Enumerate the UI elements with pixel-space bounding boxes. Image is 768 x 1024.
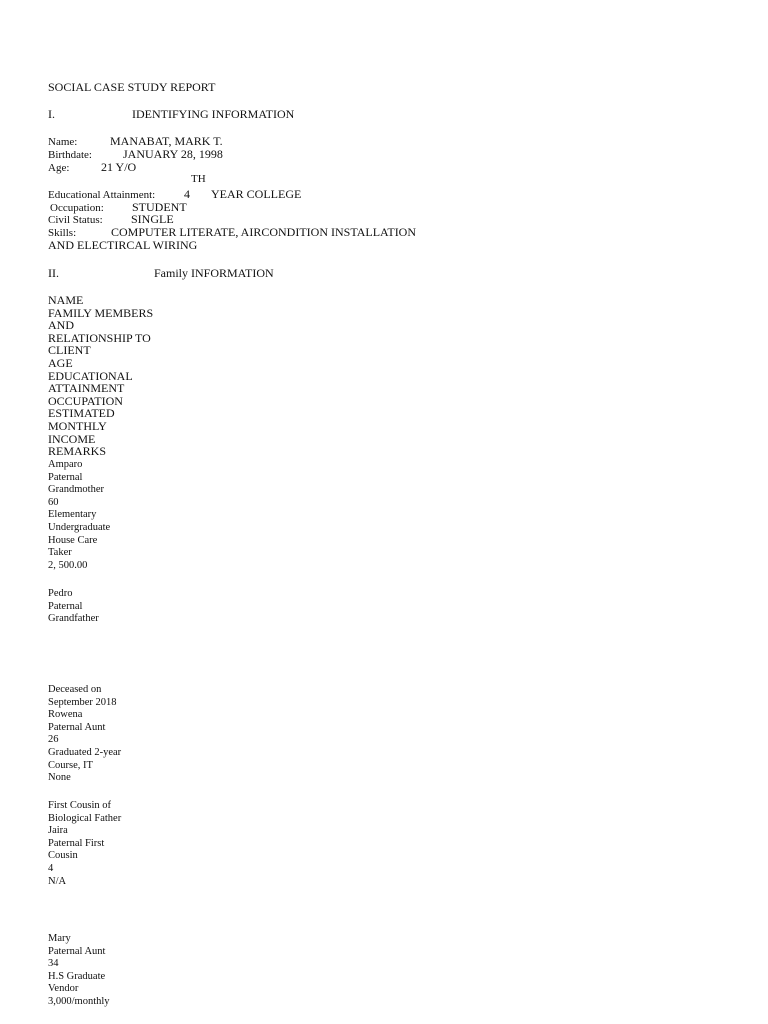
table-cell: Elementary — [48, 509, 97, 521]
header-cell: AND — [48, 318, 74, 333]
skills-label: Skills: — [48, 227, 77, 239]
table-cell: 2, 500.00 — [48, 559, 88, 571]
table-cell: Paternal — [48, 600, 83, 612]
header-cell: NAME — [48, 293, 84, 307]
table-cell: Cousin — [48, 850, 78, 862]
family-member-mary — [48, 933, 110, 1009]
header-cell: ESTIMATED — [48, 406, 115, 421]
header-cell: INCOME — [48, 431, 96, 446]
skills-continuation: AND ELECTIRCAL WIRING — [48, 238, 198, 252]
header-cell: REMARKS — [48, 444, 107, 459]
table-cell: None — [48, 772, 71, 784]
education-value: YEAR COLLEGE — [211, 187, 302, 201]
table-cell: Paternal Aunt — [48, 945, 106, 957]
table-cell: Grandmother — [48, 484, 104, 496]
table-cell: Mary — [48, 933, 71, 944]
table-cell: Taker — [48, 547, 72, 559]
header-cell: EDUCATIONAL — [48, 368, 133, 383]
section-1-heading: IDENTIFYING INFORMATION — [132, 107, 295, 121]
table-cell: Deceased on — [48, 684, 102, 695]
skills-value: COMPUTER LITERATE, AIRCONDITION INSTALLATION — [111, 225, 417, 239]
section-1-number: I. — [48, 107, 55, 121]
occupation-label: Occupation: — [50, 202, 104, 214]
birthdate-value: JANUARY 28, 1998 — [123, 147, 223, 161]
table-cell: 60 — [48, 496, 59, 508]
header-cell: AGE — [48, 355, 73, 370]
table-cell: Graduated 2-year — [48, 746, 122, 758]
table-cell: Grandfather — [48, 613, 99, 625]
header-cell: ATTAINMENT — [48, 381, 125, 396]
table-cell: 3,000/monthly — [48, 995, 110, 1007]
table-cell: N/A — [48, 875, 67, 887]
table-cell: Rowena — [48, 709, 83, 721]
table-cell: Course, IT — [48, 759, 93, 771]
table-cell: 4 — [48, 862, 54, 874]
family-table-headers — [48, 294, 153, 458]
table-cell: Biological Father — [48, 812, 122, 824]
education-label: Educational Attainment: — [48, 189, 156, 201]
age-value: 21 Y/O — [101, 160, 137, 174]
table-cell: Paternal Aunt — [48, 721, 106, 733]
header-cell: FAMILY MEMBERS — [48, 305, 154, 320]
section-2-number: II. — [48, 266, 59, 280]
table-cell: House Care — [48, 534, 98, 546]
name-label: Name: — [48, 136, 78, 148]
family-member-rowena — [48, 684, 121, 785]
occupation-value: STUDENT — [132, 200, 187, 214]
education-superscript: TH — [191, 173, 206, 185]
table-cell: First Cousin of — [48, 800, 112, 811]
table-cell: 26 — [48, 734, 59, 746]
table-cell: Paternal First — [48, 837, 105, 849]
name-value: MANABAT, MARK T. — [110, 134, 223, 148]
table-cell: H.S Graduate — [48, 970, 106, 982]
header-cell: RELATIONSHIP TO — [48, 330, 151, 345]
table-cell: 34 — [48, 958, 59, 970]
table-cell: Paternal — [48, 471, 83, 483]
age-label: Age: — [48, 162, 70, 174]
header-cell: OCCUPATION — [48, 393, 123, 408]
table-cell: Pedro — [48, 588, 73, 599]
table-cell: September 2018 — [48, 696, 117, 708]
civil-status-label: Civil Status: — [48, 214, 103, 226]
header-cell: MONTHLY — [48, 418, 107, 433]
family-member-pedro — [48, 588, 99, 626]
table-cell: Vendor — [48, 983, 79, 995]
family-member-jaira — [48, 800, 121, 888]
report-title: SOCIAL CASE STUDY REPORT — [48, 80, 216, 94]
birthdate-label: Birthdate: — [48, 149, 92, 161]
table-cell: Undergraduate — [48, 521, 111, 533]
section-2-heading: Family INFORMATION — [154, 266, 274, 280]
table-cell: Amparo — [48, 459, 83, 470]
family-member-amparo — [48, 459, 110, 572]
table-cell: Jaira — [48, 825, 68, 837]
education-number: 4 — [184, 187, 190, 201]
civil-status-value: SINGLE — [131, 212, 174, 226]
header-cell: CLIENT — [48, 343, 91, 358]
